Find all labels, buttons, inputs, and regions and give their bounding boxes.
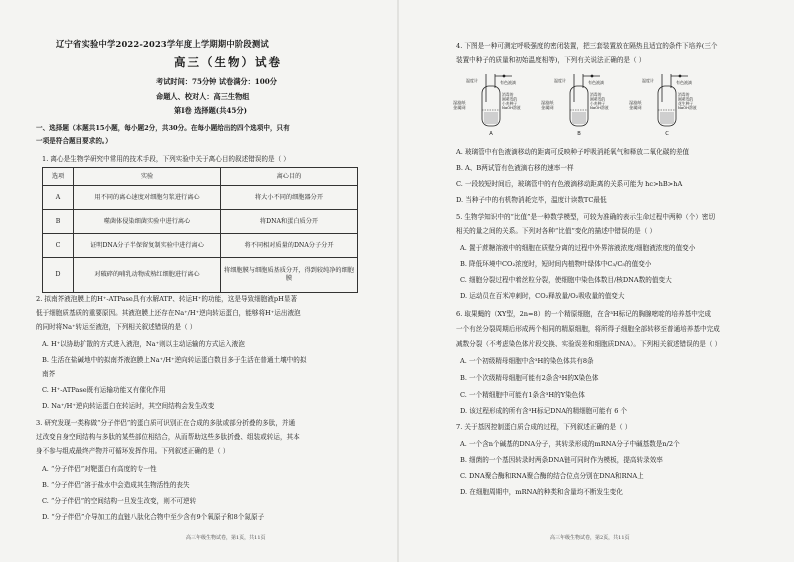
q3-stem-line: 身不参与组成最终产物并可循环发挥作用。下列叙述正确的是（ ） [36,447,230,455]
subject-title: 高三（生物）试卷 [174,55,282,69]
q2-stem-line: 2. 拟南芥液泡膜上的H⁺-ATPase具有水解ATP、转运H⁺的功能，这是导致细胞液pH显著 [36,295,298,303]
inner-label: 消毒的刚萌发的花生种子 NaOH溶液 [678,92,697,111]
q4-option: D. 当种子中的有机物消耗完毕，温度计读数TC最低 [456,196,607,204]
page-fold [397,0,399,562]
q7-option: C. DNA聚合酶和RNA聚合酶的结合位点分别在DNA和RNA上 [460,472,644,480]
table-cell: 将不同相对质量的DNA分子分开 [221,234,358,258]
droplet-label: 有色液滴 [676,80,692,85]
table-row [43,258,358,293]
q6-stem-line: 6. 取果蝇的（XY型，2n=8）的一个精原细胞，在含³H标记的胸腺嘧啶的培养基中完成 [456,310,711,318]
q6-option: C. 一个精细胞中可能有1条含³H的Y染色体 [460,391,585,399]
device-c [629,74,697,137]
device-label: A [489,131,493,137]
q2-stem-line: 的同时将Na⁺转运至液泡，下列相关叙述错误的是（ ） [36,323,197,331]
q2-stem-line: 低于细胞质基质的重要原因。其液泡膜上还存在Na⁺/H⁺逆向转运蛋白，能够将H⁺运出液泡 [36,309,301,317]
table-row [43,234,358,258]
q4-option: A. 玻璃管中有色液滴移动的距离可反映种子呼吸消耗氧气和释放二氧化碳的差值 [456,148,690,156]
thermometer-label: 温度计 [554,78,566,83]
q7-option: B. 细菌的一个基因转录时两条DNA链可同时作为模板，提高转录效率 [460,456,663,464]
q7-option: A. 一个含n个碱基的DNA分子，其转录形成的mRNA分子中碱基数是n/2个 [460,440,680,448]
table-cell: 对破碎的哺乳动物成熟红细胞进行离心 [74,258,221,293]
section-intro-line: 一项是符合题目要求的。） [36,137,112,145]
colored-droplet [503,75,506,78]
q3-option: A. “分子伴侣”对靶蛋白有高度的专一性 [42,465,157,473]
table-header-cell: 实验 [74,168,221,186]
table-cell: 将大小不同的细胞器分开 [221,186,358,210]
q5-option: C. 细胞分裂过程中着丝粒分裂，使细胞中染色体数目/核DNA数的值变大 [460,276,672,284]
droplet-label: 有色液滴 [500,80,516,85]
q2-option: B. 生活在盐碱地中的拟南芥液泡膜上Na⁺/H⁺逆向转运蛋白数目多于生活在普通土壤中的拟 [42,356,307,364]
inner-label: 消毒的刚萌发的小麦种子 NaOH溶液 [590,92,609,111]
q5-stem-line: 相关的量之间的关系。下列对各种“比值”变化的描述中错误的是（ ） [456,227,657,235]
table-cell: 将细胞膜与细胞质基质分开，得到较纯净的细胞膜 [221,258,358,293]
table-header-row [43,168,358,186]
q7-option: D. 在细胞周期中，mRNA的种类和含量均不断发生变化 [460,488,623,496]
q6-option: D. 该过程形成的所有含³H标记DNA的精细胞可能有 6 个 [460,407,628,415]
exam-info: 考试时间：75分钟 试卷满分：100分 [156,77,277,86]
droplet-label: 有色液滴 [588,80,604,85]
colored-droplet [591,75,594,78]
table-cell: 噬菌体侵染细菌实验中进行离心 [74,210,221,234]
q2-option: 南芥 [42,370,56,378]
q3-option: D. “分子伴侣”介导加工的直链八肽化合物中至少含有9个氧原子和8个氮原子 [42,513,265,521]
q3-stem-line: 3. 研究发现一类称做“分子伴侣”的蛋白质可识别正在合成的多肽或部分折叠的多肽，并通 [36,419,296,427]
q6-option: A. 一个初级精母细胞中含³H的染色体共有8条 [460,357,594,365]
q2-option: D. Na⁺/H⁺逆向转运蛋白在转运时，其空间结构会发生改变 [42,402,215,410]
q1-stem: 1. 离心是生物学研究中常用的技术手段，下列实验中关于离心目的叙述错误的是（ ） [42,155,290,163]
q3-option: B. “分子伴侣”溶于盐水中会造成其生物活性的丧失 [42,481,190,489]
left-label: 湿滤纸金属网 [453,100,466,110]
q2-option: C. H⁺-ATPase既有运输功能又有催化作用 [42,386,166,394]
q4-stem-line: 装置中种子的质量和初始温度相等)，下列有关说法正确的是（ ） [456,56,646,64]
q7-stem: 7. 关于基因控制蛋白质合成的过程，下列叙述正确的是（ ） [456,423,632,431]
table-row [43,186,358,210]
device-label: B [577,131,581,137]
naoh-solution [660,112,674,124]
q2-option: A. H⁺以协助扩散的方式进入液泡，Na⁺则以主动运输的方式运入液泡 [42,340,245,348]
device-label: C [665,131,669,137]
q4-stem-line: 4. 下图是一种可测定呼吸强度的密闭装置，把三套装置放在隔热且适宜的条件下培养(三个 [456,42,718,50]
q4-apparatus-figure [452,72,702,138]
naoh-solution [572,112,586,124]
device-a [453,74,521,137]
q1-table [42,167,358,293]
left-label: 湿滤纸金属网 [629,100,642,110]
table-row [43,210,358,234]
table-cell: C [43,234,74,258]
q5-option: D. 运动员在百米冲刺时，CO₂释放量/O₂吸收量的值变大 [460,292,625,300]
q4-option: C. 一段较短时间后，玻璃管中的有色液滴移动距离的关系可能为 hc>hB>hA [456,180,683,188]
exam-title: 辽宁省实验中学2022-2023学年度上学期期中阶段测试 [56,39,269,49]
table-cell: 用不同的离心速度对细胞匀浆进行离心 [74,186,221,210]
q6-option: B. 一个次级精母细胞可能有2条含³H的X染色体 [460,374,599,382]
colored-droplet [679,75,682,78]
table-cell: B [43,210,74,234]
thermometer-label: 温度计 [642,78,654,83]
table-cell: 将DNA和蛋白质分开 [221,210,358,234]
left-page [36,0,394,562]
table-header-cell: 选项 [43,168,74,186]
q5-option: A. 置于蔗糖溶液中的细胞在质壁分离的过程中外界溶液浓度/细胞液浓度的值变小 [460,244,696,252]
thermometer-label: 温度计 [466,78,478,83]
q5-option: B. 降低环境中CO₂浓度时，短时间内植物叶绿体中C₃/C₅的值变小 [460,260,652,268]
table-cell: A [43,186,74,210]
page-footer: 高三年级生物试卷，第2页，共11页 [550,535,630,541]
page-footer: 高三年级生物试卷，第1页，共11页 [186,535,266,541]
table-cell: D [43,258,74,293]
inner-label: 消毒的刚萌发的小麦种子 NaOH溶液 [502,92,521,111]
volume-title: 第Ⅰ卷 选择题(共45分) [174,106,247,115]
device-b [541,74,609,137]
left-label: 湿滤纸金属网 [541,100,554,110]
table-header-cell: 离心目的 [221,168,358,186]
table-cell: 证明DNA分子半保留复制实验中进行离心 [74,234,221,258]
naoh-solution [484,112,498,124]
q3-option: C. “分子伴侣”的空间结构一旦发生改变，则不可逆转 [42,497,197,505]
staff-info: 命题人、校对人：高三生物组 [156,92,250,101]
right-page [404,0,768,562]
q4-option: B. A、B两试管有色液滴右移的速率一样 [456,164,574,172]
q3-stem-line: 过改变自身空间结构与多肽的某些部位相结合，从而帮助这些多肽折叠、组装或转运，其本 [36,433,300,441]
q6-stem-line: 减数分裂（不考虑染色体片段交换、实验误差和细胞质DNA）。下列相关叙述错误的是（ ） [456,340,722,348]
q5-stem-line: 5. 生物学知识中的“比值”是一种数学模型，可较为准确的表示生命过程中两种（个）密切 [456,213,716,221]
q6-stem-line: 一个有丝分裂周期后形成两个相同的精原细胞，将所得子细胞全部转移至普通培养基中完成 [456,325,720,333]
section-intro-line: 一、选择题（本题共15小题，每小题2分，共30分。在每小题给出的四个选项中，只有 [36,124,290,132]
